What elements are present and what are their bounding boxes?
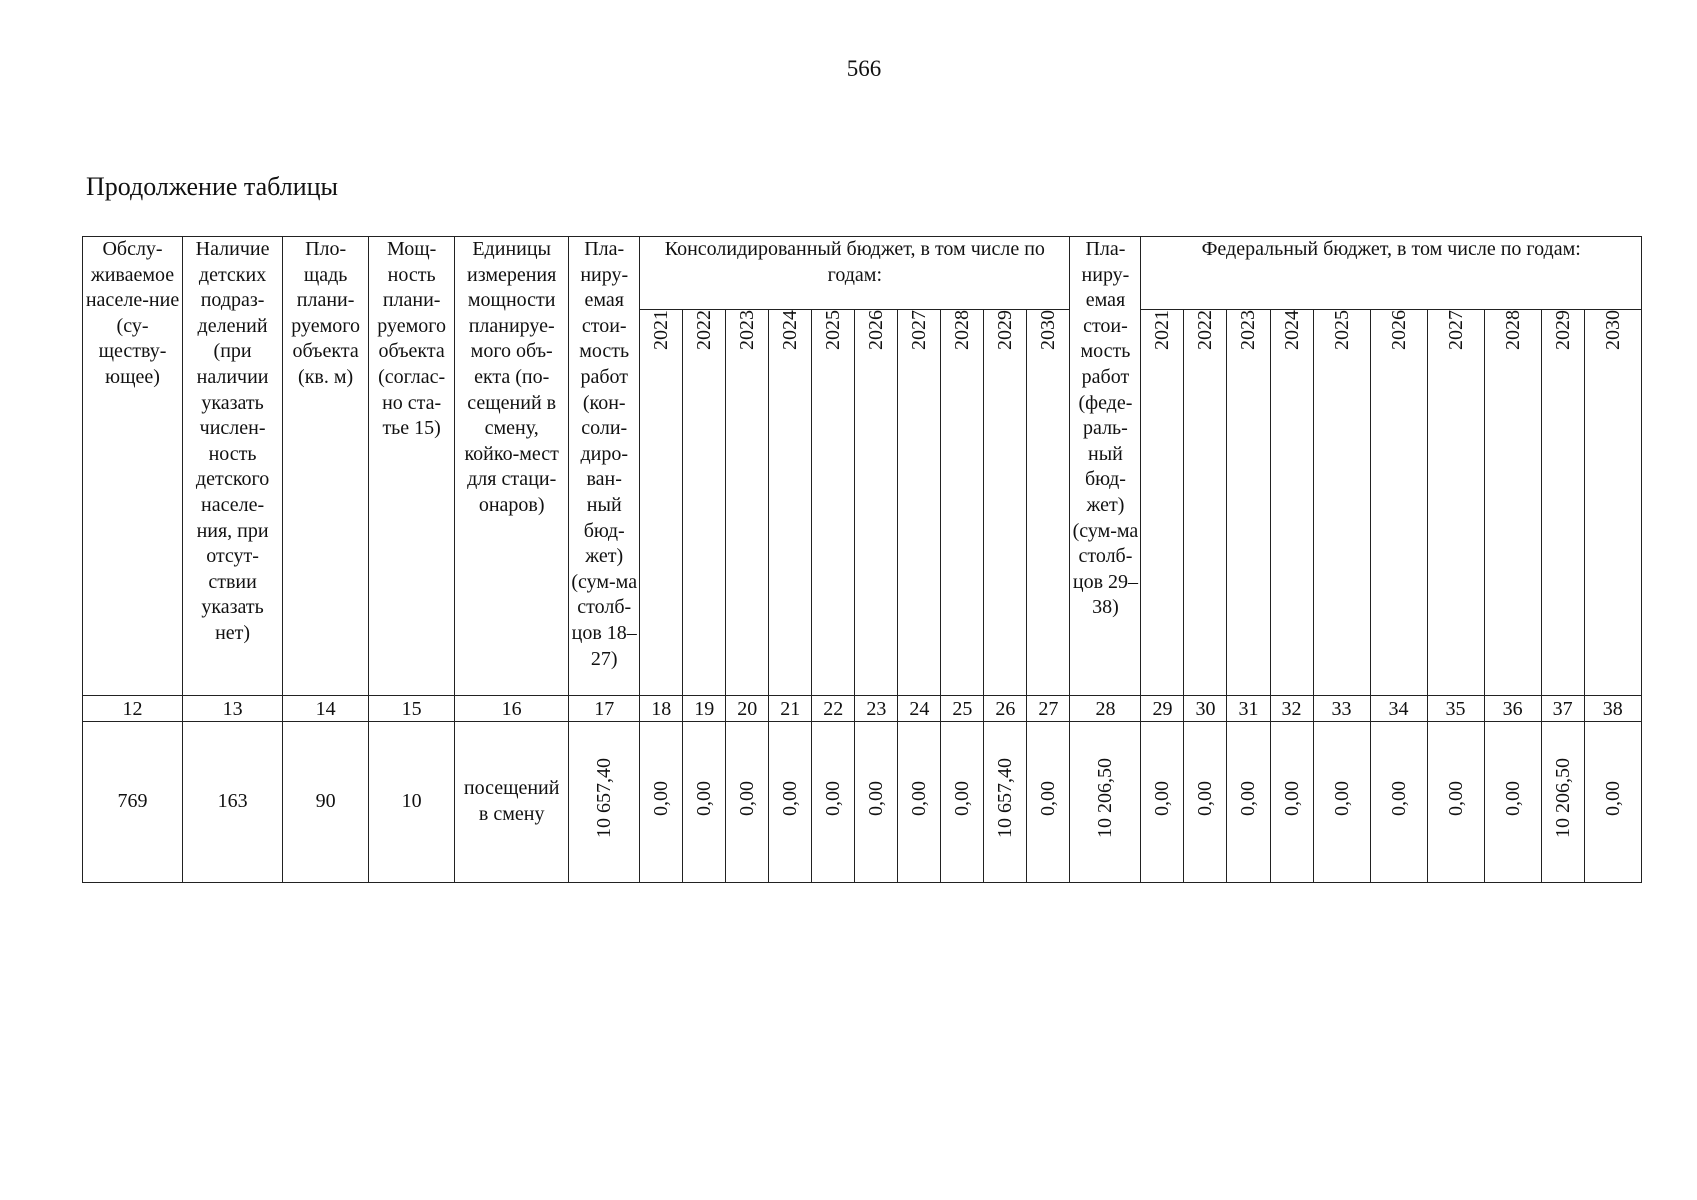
year-label: 2021 xyxy=(1151,310,1174,350)
year-label: 2026 xyxy=(865,310,888,350)
year-label: 2022 xyxy=(693,310,716,350)
cell-served-population: 769 xyxy=(83,722,183,883)
page-number: 566 xyxy=(846,56,882,81)
cell-consolidated-year xyxy=(984,722,1027,883)
consolidated-year xyxy=(726,310,769,696)
value-label: 0,00 xyxy=(1037,780,1060,816)
cell-federal-year xyxy=(1484,722,1541,883)
column-number: 28 xyxy=(1070,696,1141,722)
column-number: 13 xyxy=(183,696,283,722)
cell-consolidated-year xyxy=(640,722,683,883)
column-number: 15 xyxy=(369,696,455,722)
column-number: 29 xyxy=(1141,696,1184,722)
cell-federal-year xyxy=(1427,722,1484,883)
value-label: 10 657,40 xyxy=(994,758,1017,839)
year-label: 2021 xyxy=(650,310,673,350)
budget-table xyxy=(82,236,1642,883)
federal-year xyxy=(1141,310,1184,696)
column-number: 33 xyxy=(1313,696,1370,722)
consolidated-year xyxy=(769,310,812,696)
value-label: 0,00 xyxy=(779,780,802,816)
value-label: 0,00 xyxy=(1237,780,1260,816)
value-label: 0,00 xyxy=(865,780,888,816)
column-number: 26 xyxy=(984,696,1027,722)
federal-year xyxy=(1584,310,1641,696)
year-label: 2025 xyxy=(1330,310,1353,350)
year-label: 2030 xyxy=(1037,310,1060,350)
header-federal-group: Федеральный бюджет, в том числе по годам: xyxy=(1141,237,1642,310)
year-label: 2023 xyxy=(736,310,759,350)
value-label: 10 206,50 xyxy=(1551,758,1574,839)
year-label: 2022 xyxy=(1194,310,1217,350)
consolidated-year xyxy=(812,310,855,696)
value-label: 0,00 xyxy=(1330,780,1353,816)
year-label: 2028 xyxy=(951,310,974,350)
year-label: 2024 xyxy=(1280,310,1303,350)
column-number: 16 xyxy=(455,696,569,722)
cell-federal-year xyxy=(1370,722,1427,883)
column-number: 12 xyxy=(83,696,183,722)
header-area: Пло-щадь плани-руемого объекта (кв. м) xyxy=(283,237,369,696)
value-label: 10 657,40 xyxy=(593,758,616,839)
table-caption: Продолжение таблицы xyxy=(86,172,338,201)
value-label: 0,00 xyxy=(736,780,759,816)
header-served-population: Обслу-живаемое населе-ние (су-ществу-ющее) xyxy=(83,237,183,696)
federal-year xyxy=(1184,310,1227,696)
cell-consolidated-year xyxy=(1027,722,1070,883)
federal-year xyxy=(1427,310,1484,696)
column-number: 20 xyxy=(726,696,769,722)
header-planned-cost-federal: Пла-ниру-емая стои-мость работ (феде-раль-ный бюд-жет) (сум-ма столб-цов 29–38) xyxy=(1070,237,1141,696)
cell-capacity-units: посещений в смену xyxy=(455,722,569,883)
column-number: 17 xyxy=(569,696,640,722)
header-consolidated-group: Консолидированный бюджет, в том числе по годам: xyxy=(640,237,1070,310)
cell-federal-year xyxy=(1184,722,1227,883)
value-label: 0,00 xyxy=(1501,780,1524,816)
cell-area: 90 xyxy=(283,722,369,883)
cell-planned-cost-federal xyxy=(1070,722,1141,883)
cell-children-units: 163 xyxy=(183,722,283,883)
federal-year xyxy=(1313,310,1370,696)
header-capacity: Мощ-ность плани-руемого объекта (соглас-но ста-тье 15) xyxy=(369,237,455,696)
consolidated-year xyxy=(683,310,726,696)
value-label: 0,00 xyxy=(1387,780,1410,816)
value-label: 0,00 xyxy=(908,780,931,816)
header-children-units: Наличие детских подраз-делений (при наличии указать числен-ность детского населе-ния, при отсут-ствии указать нет) xyxy=(183,237,283,696)
column-number: 27 xyxy=(1027,696,1070,722)
column-number: 23 xyxy=(855,696,898,722)
cell-federal-year xyxy=(1227,722,1270,883)
value-label: 0,00 xyxy=(1194,780,1217,816)
consolidated-year xyxy=(855,310,898,696)
year-label: 2029 xyxy=(994,310,1017,350)
cell-consolidated-year xyxy=(769,722,812,883)
federal-year xyxy=(1370,310,1427,696)
year-label: 2028 xyxy=(1501,310,1524,350)
column-number: 32 xyxy=(1270,696,1313,722)
cell-consolidated-year xyxy=(855,722,898,883)
value-label: 10 206,50 xyxy=(1094,758,1117,839)
consolidated-year xyxy=(898,310,941,696)
year-label: 2029 xyxy=(1551,310,1574,350)
column-number: 24 xyxy=(898,696,941,722)
value-label: 0,00 xyxy=(693,780,716,816)
cell-planned-cost-consolidated xyxy=(569,722,640,883)
consolidated-year xyxy=(640,310,683,696)
column-number: 21 xyxy=(769,696,812,722)
cell-federal-year xyxy=(1270,722,1313,883)
cell-consolidated-year xyxy=(898,722,941,883)
column-number: 18 xyxy=(640,696,683,722)
year-label: 2024 xyxy=(779,310,802,350)
federal-year xyxy=(1541,310,1584,696)
consolidated-year xyxy=(984,310,1027,696)
column-number: 37 xyxy=(1541,696,1584,722)
column-number: 25 xyxy=(941,696,984,722)
cell-federal-year xyxy=(1313,722,1370,883)
year-label: 2023 xyxy=(1237,310,1260,350)
consolidated-year xyxy=(941,310,984,696)
federal-year xyxy=(1484,310,1541,696)
consolidated-year xyxy=(1027,310,1070,696)
column-number: 19 xyxy=(683,696,726,722)
cell-consolidated-year xyxy=(812,722,855,883)
column-number: 31 xyxy=(1227,696,1270,722)
federal-year xyxy=(1227,310,1270,696)
cell-federal-year xyxy=(1541,722,1584,883)
column-number: 35 xyxy=(1427,696,1484,722)
column-number: 38 xyxy=(1584,696,1641,722)
header-planned-cost-consolidated: Пла-ниру-емая стои-мость работ (кон-соли-диро-ван-ный бюд-жет) (сум-ма столб-цов 18–27) xyxy=(569,237,640,696)
column-number: 14 xyxy=(283,696,369,722)
value-label: 0,00 xyxy=(822,780,845,816)
value-label: 0,00 xyxy=(1280,780,1303,816)
cell-consolidated-year xyxy=(726,722,769,883)
column-number: 34 xyxy=(1370,696,1427,722)
cell-federal-year xyxy=(1584,722,1641,883)
year-label: 2027 xyxy=(908,310,931,350)
cell-capacity: 10 xyxy=(369,722,455,883)
table-row xyxy=(83,722,1642,883)
value-label: 0,00 xyxy=(1601,780,1624,816)
column-number: 22 xyxy=(812,696,855,722)
value-label: 0,00 xyxy=(951,780,974,816)
cell-consolidated-year xyxy=(683,722,726,883)
cell-federal-year xyxy=(1141,722,1184,883)
value-label: 0,00 xyxy=(650,780,673,816)
year-label: 2026 xyxy=(1387,310,1410,350)
column-number: 36 xyxy=(1484,696,1541,722)
cell-consolidated-year xyxy=(941,722,984,883)
column-number: 30 xyxy=(1184,696,1227,722)
value-label: 0,00 xyxy=(1151,780,1174,816)
year-label: 2030 xyxy=(1601,310,1624,350)
header-row-1 xyxy=(83,237,1642,310)
federal-year xyxy=(1270,310,1313,696)
year-label: 2027 xyxy=(1444,310,1467,350)
year-label: 2025 xyxy=(822,310,845,350)
header-capacity-units: Единицы измерения мощности планируе-мого объ-екта (по-сещений в смену, койко-мест для стаци-онаров) xyxy=(455,237,569,696)
value-label: 0,00 xyxy=(1444,780,1467,816)
column-number-row xyxy=(83,696,1642,722)
